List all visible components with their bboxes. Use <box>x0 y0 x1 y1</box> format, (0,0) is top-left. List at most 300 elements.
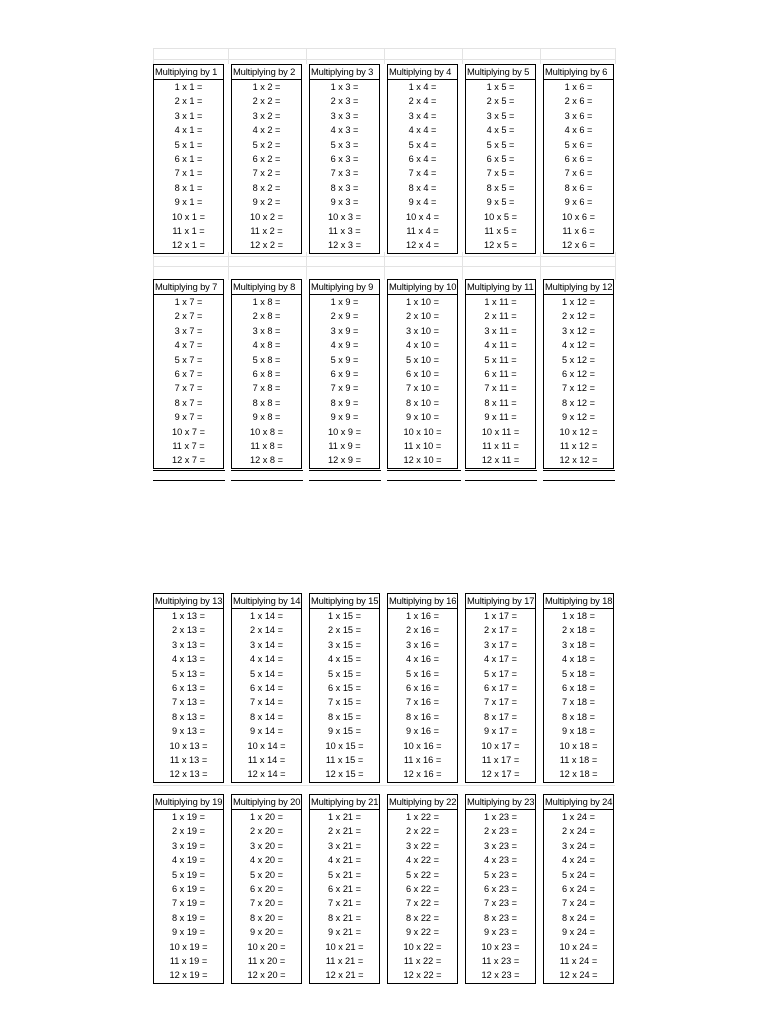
table-row: 1 x 18 = <box>562 611 595 621</box>
table-title: Multiplying by 12 <box>544 280 613 295</box>
table-row: 2 x 10 = <box>406 311 439 322</box>
table-row: 10 x 17 = <box>481 740 520 751</box>
table-row: 3 x 13 = <box>172 639 205 650</box>
gridline <box>540 252 541 280</box>
table-row: 2 x 22 = <box>406 826 439 837</box>
table-row: 9 x 8 = <box>252 412 281 423</box>
table-row: 9 x 20 = <box>250 927 283 938</box>
table-row: 12 x 21 = <box>325 970 364 981</box>
multiplication-table <box>543 64 614 254</box>
table-row: 8 x 17 = <box>484 711 517 722</box>
table-row: 3 x 10 = <box>406 325 439 336</box>
table-row: 12 x 20 = <box>247 970 286 981</box>
table-title: Multiplying by 9 <box>310 280 379 295</box>
table-row: 7 x 15 = <box>328 697 361 708</box>
table-row: 3 x 9 = <box>330 325 359 336</box>
multiplication-table <box>543 593 614 783</box>
table-row: 8 x 7 = <box>174 397 203 408</box>
separator-rule <box>231 480 303 481</box>
table-title: Multiplying by 1 <box>154 65 223 80</box>
table-row: 7 x 16 = <box>406 697 439 708</box>
table-row: 10 x 3 = <box>328 211 361 222</box>
gridline <box>384 48 385 64</box>
table-row: 2 x 11 = <box>484 311 517 322</box>
table-row: 5 x 8 = <box>252 354 281 365</box>
table-title: Multiplying by 3 <box>310 65 379 80</box>
table-row: 12 x 9 = <box>328 455 361 466</box>
table-row: 3 x 24 = <box>562 840 595 851</box>
table-row: 12 x 7 = <box>172 455 205 466</box>
table-row: 4 x 5 = <box>486 125 515 136</box>
table-row: 1 x 12 = <box>562 297 595 307</box>
table-row: 11 x 14 = <box>247 754 286 765</box>
table-row: 6 x 24 = <box>562 883 595 894</box>
table-row: 2 x 24 = <box>562 826 595 837</box>
table-row: 12 x 18 = <box>559 769 598 780</box>
table-row: 1 x 21 = <box>328 812 361 822</box>
table-row: 11 x 7 = <box>172 440 205 451</box>
table-row: 1 x 7 = <box>174 297 203 307</box>
multiplication-table <box>387 279 458 469</box>
table-row: 4 x 21 = <box>328 855 361 866</box>
multiplication-table <box>387 794 458 984</box>
table-row: 9 x 12 = <box>562 412 595 423</box>
table-row: 4 x 2 = <box>252 125 281 136</box>
separator-rule <box>309 480 381 481</box>
table-row: 3 x 11 = <box>484 325 517 336</box>
table-row: 3 x 4 = <box>408 110 437 121</box>
table-row: 2 x 2 = <box>252 96 281 107</box>
table-row: 6 x 14 = <box>250 682 283 693</box>
table-row: 9 x 1 = <box>174 197 203 208</box>
table-row: 11 x 5 = <box>484 225 517 236</box>
table-row: 1 x 4 = <box>408 82 437 92</box>
table-row: 7 x 14 = <box>250 697 283 708</box>
table-title: Multiplying by 8 <box>232 280 301 295</box>
table-row: 11 x 4 = <box>406 225 439 236</box>
table-row: 1 x 14 = <box>250 611 283 621</box>
table-row: 2 x 19 = <box>172 826 205 837</box>
table-row: 10 x 2 = <box>250 211 283 222</box>
table-row: 3 x 7 = <box>174 325 203 336</box>
table-row: 7 x 11 = <box>484 383 517 394</box>
table-row: 7 x 19 = <box>172 898 205 909</box>
table-row: 9 x 18 = <box>562 726 595 737</box>
table-row: 11 x 23 = <box>481 955 520 966</box>
table-row: 10 x 18 = <box>559 740 598 751</box>
gridline <box>228 48 229 64</box>
table-row: 5 x 6 = <box>564 139 593 150</box>
table-row: 10 x 8 = <box>250 426 283 437</box>
table-row: 5 x 21 = <box>328 869 361 880</box>
table-row: 11 x 13 = <box>169 754 208 765</box>
table-row: 12 x 13 = <box>169 769 208 780</box>
table-row: 2 x 8 = <box>252 311 281 322</box>
table-row: 9 x 16 = <box>406 726 439 737</box>
table-row: 3 x 20 = <box>250 840 283 851</box>
table-row: 12 x 22 = <box>403 970 442 981</box>
table-row: 9 x 24 = <box>562 927 595 938</box>
multiplication-table <box>153 794 224 984</box>
table-row: 4 x 4 = <box>408 125 437 136</box>
table-row: 4 x 9 = <box>330 340 359 351</box>
table-row: 2 x 4 = <box>408 96 437 107</box>
table-row: 8 x 2 = <box>252 182 281 193</box>
table-row: 3 x 12 = <box>562 325 595 336</box>
multiplication-table <box>309 64 380 254</box>
table-row: 4 x 17 = <box>484 654 517 665</box>
separator-rule <box>387 480 461 481</box>
table-row: 7 x 22 = <box>406 898 439 909</box>
table-row: 4 x 14 = <box>250 654 283 665</box>
table-title: Multiplying by 14 <box>232 594 301 609</box>
table-row: 8 x 1 = <box>174 182 203 193</box>
gridline <box>153 785 615 786</box>
multiplication-table <box>309 593 380 783</box>
table-row: 11 x 21 = <box>325 955 364 966</box>
table-row: 8 x 4 = <box>408 182 437 193</box>
table-row: 6 x 7 = <box>174 368 203 379</box>
table-row: 6 x 3 = <box>330 153 359 164</box>
table-row: 12 x 11 = <box>481 455 520 466</box>
separator-rule <box>465 480 537 481</box>
multiplication-table <box>309 794 380 984</box>
table-row: 4 x 6 = <box>564 125 593 136</box>
table-row: 8 x 23 = <box>484 912 517 923</box>
table-row: 12 x 16 = <box>403 769 442 780</box>
table-row: 11 x 17 = <box>481 754 520 765</box>
table-row: 5 x 3 = <box>330 139 359 150</box>
table-row: 10 x 21 = <box>325 941 364 952</box>
table-row: 2 x 15 = <box>328 625 361 636</box>
table-row: 6 x 18 = <box>562 682 595 693</box>
table-row: 6 x 16 = <box>406 682 439 693</box>
table-row: 7 x 1 = <box>174 168 203 179</box>
multiplication-table <box>231 593 302 783</box>
table-row: 1 x 13 = <box>172 611 205 621</box>
table-row: 1 x 17 = <box>484 611 517 621</box>
table-row: 6 x 6 = <box>564 153 593 164</box>
table-title: Multiplying by 23 <box>466 795 535 810</box>
table-row: 10 x 15 = <box>325 740 364 751</box>
table-row: 6 x 2 = <box>252 153 281 164</box>
table-row: 1 x 19 = <box>172 812 205 822</box>
table-row: 9 x 22 = <box>406 927 439 938</box>
table-row: 5 x 20 = <box>250 869 283 880</box>
table-row: 9 x 2 = <box>252 197 281 208</box>
table-title: Multiplying by 22 <box>388 795 457 810</box>
table-row: 6 x 10 = <box>406 368 439 379</box>
table-row: 6 x 12 = <box>562 368 595 379</box>
multiplication-table <box>153 279 224 469</box>
table-row: 6 x 17 = <box>484 682 517 693</box>
table-title: Multiplying by 20 <box>232 795 301 810</box>
table-row: 8 x 10 = <box>406 397 439 408</box>
table-row: 6 x 23 = <box>484 883 517 894</box>
multiplication-table <box>387 593 458 783</box>
table-row: 3 x 15 = <box>328 639 361 650</box>
table-row: 7 x 2 = <box>252 168 281 179</box>
table-title: Multiplying by 21 <box>310 795 379 810</box>
table-row: 12 x 8 = <box>250 455 283 466</box>
table-row: 5 x 13 = <box>172 668 205 679</box>
multiplication-table <box>465 279 536 469</box>
table-row: 5 x 12 = <box>562 354 595 365</box>
table-row: 9 x 10 = <box>406 412 439 423</box>
table-row: 6 x 13 = <box>172 682 205 693</box>
table-row: 5 x 22 = <box>406 869 439 880</box>
table-row: 7 x 10 = <box>406 383 439 394</box>
table-row: 3 x 3 = <box>330 110 359 121</box>
table-row: 5 x 19 = <box>172 869 205 880</box>
table-row: 9 x 9 = <box>330 412 359 423</box>
table-row: 10 x 11 = <box>481 426 520 437</box>
separator-rule <box>153 470 225 471</box>
table-row: 1 x 20 = <box>250 812 283 822</box>
table-row: 5 x 4 = <box>408 139 437 150</box>
table-row: 11 x 2 = <box>250 225 283 236</box>
table-row: 3 x 5 = <box>486 110 515 121</box>
table-row: 8 x 3 = <box>330 182 359 193</box>
table-row: 10 x 16 = <box>403 740 442 751</box>
table-row: 8 x 9 = <box>330 397 359 408</box>
separator-rule <box>231 470 303 471</box>
table-row: 7 x 21 = <box>328 898 361 909</box>
table-row: 10 x 12 = <box>559 426 598 437</box>
table-title: Multiplying by 2 <box>232 65 301 80</box>
table-row: 8 x 16 = <box>406 711 439 722</box>
table-row: 9 x 14 = <box>250 726 283 737</box>
table-row: 11 x 18 = <box>559 754 598 765</box>
table-row: 7 x 7 = <box>174 383 203 394</box>
table-row: 10 x 23 = <box>481 941 520 952</box>
table-row: 7 x 23 = <box>484 898 517 909</box>
table-row: 1 x 2 = <box>252 82 281 92</box>
table-row: 2 x 23 = <box>484 826 517 837</box>
table-row: 6 x 15 = <box>328 682 361 693</box>
table-title: Multiplying by 10 <box>388 280 457 295</box>
table-row: 5 x 11 = <box>484 354 517 365</box>
table-row: 8 x 18 = <box>562 711 595 722</box>
table-row: 4 x 20 = <box>250 855 283 866</box>
table-row: 11 x 15 = <box>325 754 364 765</box>
table-row: 11 x 20 = <box>247 955 286 966</box>
table-row: 3 x 18 = <box>562 639 595 650</box>
gridline <box>384 252 385 280</box>
multiplication-table <box>231 794 302 984</box>
table-row: 1 x 1 = <box>174 82 203 92</box>
table-row: 6 x 11 = <box>484 368 517 379</box>
table-row: 11 x 3 = <box>328 225 361 236</box>
table-row: 7 x 18 = <box>562 697 595 708</box>
table-row: 10 x 10 = <box>403 426 442 437</box>
table-row: 4 x 22 = <box>406 855 439 866</box>
table-row: 10 x 22 = <box>403 941 442 952</box>
separator-rule <box>465 470 537 471</box>
table-row: 7 x 20 = <box>250 898 283 909</box>
table-row: 6 x 9 = <box>330 368 359 379</box>
table-row: 11 x 1 = <box>172 225 205 236</box>
table-row: 4 x 12 = <box>562 340 595 351</box>
table-row: 10 x 19 = <box>169 941 208 952</box>
gridline <box>228 252 229 280</box>
gridline <box>615 252 616 280</box>
table-row: 4 x 13 = <box>172 654 205 665</box>
table-row: 9 x 15 = <box>328 726 361 737</box>
table-row: 12 x 12 = <box>559 455 598 466</box>
table-row: 1 x 15 = <box>328 611 361 621</box>
table-title: Multiplying by 13 <box>154 594 223 609</box>
table-row: 1 x 22 = <box>406 812 439 822</box>
table-row: 9 x 4 = <box>408 197 437 208</box>
table-row: 11 x 10 = <box>403 440 442 451</box>
table-row: 5 x 24 = <box>562 869 595 880</box>
table-row: 1 x 16 = <box>406 611 439 621</box>
separator-rule <box>543 480 615 481</box>
multiplication-table <box>231 64 302 254</box>
table-row: 8 x 14 = <box>250 711 283 722</box>
table-row: 7 x 9 = <box>330 383 359 394</box>
table-row: 10 x 4 = <box>406 211 439 222</box>
table-row: 2 x 9 = <box>330 311 359 322</box>
multiplication-table <box>309 279 380 469</box>
table-row: 1 x 8 = <box>252 297 281 307</box>
table-row: 2 x 13 = <box>172 625 205 636</box>
table-row: 4 x 1 = <box>174 125 203 136</box>
table-row: 2 x 21 = <box>328 826 361 837</box>
multiplication-table <box>543 794 614 984</box>
table-row: 10 x 6 = <box>562 211 595 222</box>
table-row: 5 x 7 = <box>174 354 203 365</box>
table-row: 3 x 17 = <box>484 639 517 650</box>
table-row: 7 x 13 = <box>172 697 205 708</box>
gridline <box>153 48 154 64</box>
table-row: 9 x 23 = <box>484 927 517 938</box>
table-row: 10 x 20 = <box>247 941 286 952</box>
table-row: 2 x 20 = <box>250 826 283 837</box>
table-row: 6 x 8 = <box>252 368 281 379</box>
table-row: 10 x 13 = <box>169 740 208 751</box>
table-row: 8 x 22 = <box>406 912 439 923</box>
table-row: 1 x 9 = <box>330 297 359 307</box>
table-row: 9 x 6 = <box>564 197 593 208</box>
table-row: 11 x 16 = <box>403 754 442 765</box>
table-row: 9 x 17 = <box>484 726 517 737</box>
table-title: Multiplying by 16 <box>388 594 457 609</box>
table-row: 9 x 19 = <box>172 927 205 938</box>
table-row: 8 x 13 = <box>172 711 205 722</box>
table-row: 4 x 19 = <box>172 855 205 866</box>
multiplication-table <box>465 64 536 254</box>
gridline <box>306 252 307 280</box>
table-row: 3 x 23 = <box>484 840 517 851</box>
table-row: 12 x 14 = <box>247 769 286 780</box>
table-row: 5 x 15 = <box>328 668 361 679</box>
table-row: 4 x 18 = <box>562 654 595 665</box>
table-row: 10 x 14 = <box>247 740 286 751</box>
table-title: Multiplying by 6 <box>544 65 613 80</box>
table-row: 3 x 8 = <box>252 325 281 336</box>
table-title: Multiplying by 15 <box>310 594 379 609</box>
table-row: 10 x 1 = <box>172 211 205 222</box>
table-row: 7 x 3 = <box>330 168 359 179</box>
table-row: 2 x 17 = <box>484 625 517 636</box>
table-row: 11 x 9 = <box>328 440 361 451</box>
table-row: 9 x 21 = <box>328 927 361 938</box>
multiplication-table <box>231 279 302 469</box>
table-row: 6 x 1 = <box>174 153 203 164</box>
table-row: 4 x 24 = <box>562 855 595 866</box>
table-row: 2 x 1 = <box>174 96 203 107</box>
table-row: 12 x 5 = <box>484 240 517 251</box>
table-row: 12 x 10 = <box>403 455 442 466</box>
table-row: 1 x 5 = <box>486 82 515 92</box>
table-row: 10 x 9 = <box>328 426 361 437</box>
table-row: 12 x 4 = <box>406 240 439 251</box>
multiplication-table <box>543 279 614 469</box>
table-row: 5 x 2 = <box>252 139 281 150</box>
table-row: 3 x 16 = <box>406 639 439 650</box>
gridline <box>153 252 154 280</box>
table-row: 3 x 2 = <box>252 110 281 121</box>
table-row: 6 x 21 = <box>328 883 361 894</box>
table-row: 11 x 24 = <box>559 955 598 966</box>
table-row: 8 x 6 = <box>564 182 593 193</box>
table-row: 6 x 20 = <box>250 883 283 894</box>
table-row: 4 x 16 = <box>406 654 439 665</box>
table-row: 5 x 14 = <box>250 668 283 679</box>
table-row: 9 x 3 = <box>330 197 359 208</box>
separator-rule <box>543 470 615 471</box>
separator-rule <box>309 470 381 471</box>
multiplication-table <box>465 794 536 984</box>
table-row: 2 x 16 = <box>406 625 439 636</box>
table-row: 9 x 5 = <box>486 197 515 208</box>
table-row: 10 x 5 = <box>484 211 517 222</box>
table-row: 11 x 6 = <box>562 225 595 236</box>
gridline <box>306 48 307 64</box>
table-row: 2 x 12 = <box>562 311 595 322</box>
table-row: 1 x 23 = <box>484 812 517 822</box>
table-row: 12 x 24 = <box>559 970 598 981</box>
table-row: 12 x 23 = <box>481 970 520 981</box>
multiplication-table <box>465 593 536 783</box>
table-title: Multiplying by 19 <box>154 795 223 810</box>
table-row: 6 x 4 = <box>408 153 437 164</box>
table-row: 8 x 8 = <box>252 397 281 408</box>
multiplication-table <box>387 64 458 254</box>
table-row: 7 x 6 = <box>564 168 593 179</box>
table-row: 12 x 1 = <box>172 240 205 251</box>
table-row: 11 x 11 = <box>482 440 519 451</box>
table-row: 6 x 19 = <box>172 883 205 894</box>
table-row: 9 x 13 = <box>172 726 205 737</box>
table-row: 12 x 15 = <box>325 769 364 780</box>
table-row: 2 x 18 = <box>562 625 595 636</box>
table-row: 6 x 5 = <box>486 153 515 164</box>
table-title: Multiplying by 7 <box>154 280 223 295</box>
table-row: 3 x 21 = <box>328 840 361 851</box>
multiplication-table <box>153 593 224 783</box>
table-row: 3 x 19 = <box>172 840 205 851</box>
table-row: 5 x 10 = <box>406 354 439 365</box>
table-row: 1 x 10 = <box>406 297 439 307</box>
table-row: 9 x 7 = <box>174 412 203 423</box>
table-row: 2 x 6 = <box>564 96 593 107</box>
table-row: 5 x 5 = <box>486 139 515 150</box>
table-row: 8 x 20 = <box>250 912 283 923</box>
table-row: 8 x 15 = <box>328 711 361 722</box>
